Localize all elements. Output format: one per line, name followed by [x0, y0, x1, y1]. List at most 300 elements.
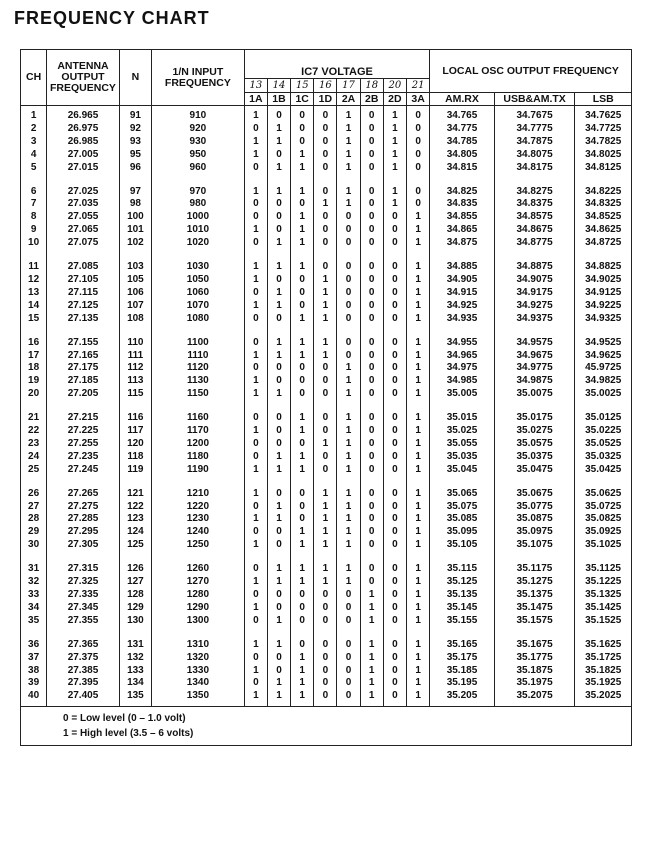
cell-input: 950 — [152, 149, 245, 162]
cell-bit: 1 — [291, 652, 314, 665]
table-row — [21, 237, 632, 250]
cell-lsb: 35.1225 — [575, 576, 632, 589]
cell-bit: 0 — [291, 602, 314, 615]
cell-bit: 1 — [291, 576, 314, 589]
cell-bit: 0 — [383, 451, 406, 464]
cell-bit: 0 — [314, 237, 337, 250]
cell-usb-am-tx: 35.2075 — [494, 690, 575, 706]
cell-bit: 1 — [337, 451, 360, 464]
cell-bit: 0 — [383, 501, 406, 514]
table-row — [21, 362, 632, 375]
cell-bit: 1 — [337, 488, 360, 501]
table-row — [21, 615, 632, 628]
cell-input: 1070 — [152, 300, 245, 313]
cell-bit: 0 — [314, 106, 337, 123]
cell-ch: 2 — [21, 123, 47, 136]
cell-n: 118 — [119, 451, 151, 464]
frequency-table — [20, 49, 632, 746]
pin-number: 21 — [406, 79, 429, 93]
cell-bit: 1 — [291, 451, 314, 464]
cell-bit: 0 — [337, 287, 360, 300]
cell-n: 124 — [119, 526, 151, 539]
cell-bit: 1 — [337, 123, 360, 136]
cell-bit: 0 — [360, 186, 383, 199]
cell-bit: 0 — [360, 412, 383, 425]
cell-bit: 1 — [244, 690, 267, 706]
cell-bit: 1 — [360, 615, 383, 628]
cell-ch: 6 — [21, 186, 47, 199]
header-ch: CH — [21, 50, 47, 106]
cell-bit: 1 — [383, 186, 406, 199]
cell-ch: 10 — [21, 237, 47, 250]
cell-bit: 0 — [383, 425, 406, 438]
cell-bit: 1 — [337, 501, 360, 514]
cell-bit: 0 — [337, 211, 360, 224]
cell-bit: 0 — [314, 136, 337, 149]
cell-bit: 0 — [291, 639, 314, 652]
cell-bit: 1 — [291, 563, 314, 576]
pin-number: 18 — [360, 79, 383, 93]
cell-n: 125 — [119, 539, 151, 552]
cell-input: 1350 — [152, 690, 245, 706]
cell-bit: 0 — [314, 211, 337, 224]
header-bit-1b: 1B — [267, 93, 290, 106]
cell-bit: 1 — [314, 337, 337, 350]
cell-antenna: 26.965 — [47, 106, 120, 123]
pin-number: 14 — [267, 79, 290, 93]
cell-lsb: 35.1525 — [575, 615, 632, 628]
cell-bit: 1 — [314, 313, 337, 326]
cell-bit: 1 — [406, 261, 429, 274]
cell-bit: 1 — [337, 539, 360, 552]
cell-bit: 0 — [267, 488, 290, 501]
cell-bit: 0 — [291, 123, 314, 136]
table-row — [21, 123, 632, 136]
cell-amrx: 34.765 — [430, 106, 495, 123]
cell-antenna: 27.375 — [47, 652, 120, 665]
cell-bit: 0 — [383, 665, 406, 678]
cell-input: 1150 — [152, 388, 245, 401]
cell-amrx: 34.775 — [430, 123, 495, 136]
cell-bit: 0 — [406, 149, 429, 162]
cell-bit: 1 — [406, 375, 429, 388]
legend-low: 0 = Low level (0 – 1.0 volt) — [63, 713, 186, 725]
cell-usb-am-tx: 35.0875 — [494, 513, 575, 526]
cell-bit: 1 — [244, 224, 267, 237]
cell-bit: 0 — [383, 375, 406, 388]
cell-ch: 40 — [21, 690, 47, 706]
cell-n: 107 — [119, 300, 151, 313]
cell-bit: 1 — [244, 539, 267, 552]
cell-usb-am-tx: 34.8075 — [494, 149, 575, 162]
cell-antenna: 27.305 — [47, 539, 120, 552]
cell-lsb: 35.1825 — [575, 665, 632, 678]
cell-amrx: 35.175 — [430, 652, 495, 665]
cell-bit: 1 — [244, 639, 267, 652]
cell-ch: 37 — [21, 652, 47, 665]
cell-usb-am-tx: 34.7675 — [494, 106, 575, 123]
cell-bit: 0 — [383, 690, 406, 706]
cell-input: 1180 — [152, 451, 245, 464]
cell-n: 134 — [119, 677, 151, 690]
cell-lsb: 35.0925 — [575, 526, 632, 539]
cell-lsb: 34.8325 — [575, 198, 632, 211]
cell-amrx: 35.155 — [430, 615, 495, 628]
cell-usb-am-tx: 35.1475 — [494, 602, 575, 615]
cell-n: 96 — [119, 162, 151, 175]
cell-bit: 0 — [383, 287, 406, 300]
cell-bit: 0 — [267, 665, 290, 678]
cell-input: 1310 — [152, 639, 245, 652]
cell-n: 95 — [119, 149, 151, 162]
cell-bit: 1 — [267, 287, 290, 300]
cell-input: 910 — [152, 106, 245, 123]
table-row — [21, 602, 632, 615]
table-header — [21, 50, 632, 106]
cell-antenna: 26.985 — [47, 136, 120, 149]
cell-bit: 0 — [314, 388, 337, 401]
cell-ch: 25 — [21, 464, 47, 477]
cell-bit: 0 — [291, 362, 314, 375]
cell-bit: 1 — [314, 198, 337, 211]
cell-bit: 1 — [291, 350, 314, 363]
cell-bit: 0 — [383, 652, 406, 665]
cell-input: 1250 — [152, 539, 245, 552]
cell-n: 112 — [119, 362, 151, 375]
cell-n: 105 — [119, 274, 151, 287]
cell-usb-am-tx: 35.1075 — [494, 539, 575, 552]
cell-bit: 1 — [244, 665, 267, 678]
cell-usb-am-tx: 34.8675 — [494, 224, 575, 237]
cell-n: 103 — [119, 261, 151, 274]
cell-bit: 1 — [291, 337, 314, 350]
cell-bit: 0 — [383, 388, 406, 401]
cell-bit: 0 — [267, 313, 290, 326]
cell-lsb: 34.9825 — [575, 375, 632, 388]
cell-bit: 1 — [337, 375, 360, 388]
cell-bit: 1 — [337, 464, 360, 477]
cell-bit: 0 — [337, 274, 360, 287]
cell-bit: 0 — [337, 639, 360, 652]
page-title: FREQUENCY CHART — [14, 8, 210, 28]
cell-antenna: 27.165 — [47, 350, 120, 363]
cell-bit: 0 — [360, 106, 383, 123]
cell-bit: 1 — [337, 362, 360, 375]
cell-bit: 0 — [291, 300, 314, 313]
cell-bit: 1 — [291, 162, 314, 175]
table-row — [21, 149, 632, 162]
cell-bit: 1 — [406, 665, 429, 678]
cell-bit: 0 — [244, 438, 267, 451]
cell-amrx: 34.865 — [430, 224, 495, 237]
cell-n: 120 — [119, 438, 151, 451]
cell-ch: 23 — [21, 438, 47, 451]
cell-bit: 0 — [314, 602, 337, 615]
cell-antenna: 27.225 — [47, 425, 120, 438]
cell-bit: 0 — [291, 106, 314, 123]
cell-input: 1300 — [152, 615, 245, 628]
cell-bit: 1 — [267, 261, 290, 274]
cell-bit: 0 — [314, 677, 337, 690]
cell-bit: 1 — [244, 602, 267, 615]
cell-bit: 1 — [337, 513, 360, 526]
table-row — [21, 162, 632, 175]
cell-lsb: 35.1725 — [575, 652, 632, 665]
cell-bit: 0 — [337, 224, 360, 237]
cell-bit: 1 — [267, 337, 290, 350]
cell-bit: 0 — [383, 261, 406, 274]
cell-bit: 1 — [383, 106, 406, 123]
cell-bit: 0 — [244, 198, 267, 211]
cell-bit: 0 — [337, 677, 360, 690]
cell-lsb: 34.9025 — [575, 274, 632, 287]
cell-antenna: 27.255 — [47, 438, 120, 451]
cell-lsb: 35.1425 — [575, 602, 632, 615]
cell-bit: 0 — [337, 300, 360, 313]
table-row — [21, 300, 632, 313]
cell-bit: 0 — [244, 652, 267, 665]
cell-bit: 1 — [267, 237, 290, 250]
cell-bit: 0 — [360, 488, 383, 501]
table-row — [21, 639, 632, 652]
cell-n: 93 — [119, 136, 151, 149]
cell-amrx: 35.105 — [430, 539, 495, 552]
cell-bit: 1 — [267, 690, 290, 706]
cell-ch: 30 — [21, 539, 47, 552]
cell-antenna: 27.335 — [47, 589, 120, 602]
cell-bit: 0 — [244, 412, 267, 425]
cell-bit: 1 — [314, 526, 337, 539]
cell-antenna: 27.185 — [47, 375, 120, 388]
group-spacer — [21, 326, 632, 337]
cell-input: 1280 — [152, 589, 245, 602]
cell-bit: 1 — [291, 665, 314, 678]
cell-bit: 0 — [337, 589, 360, 602]
cell-bit: 1 — [406, 451, 429, 464]
cell-antenna: 27.115 — [47, 287, 120, 300]
cell-bit: 0 — [360, 576, 383, 589]
cell-lsb: 34.9525 — [575, 337, 632, 350]
cell-amrx: 34.805 — [430, 149, 495, 162]
cell-input: 1200 — [152, 438, 245, 451]
cell-antenna: 26.975 — [47, 123, 120, 136]
table-row — [21, 375, 632, 388]
cell-amrx: 35.165 — [430, 639, 495, 652]
cell-ch: 28 — [21, 513, 47, 526]
cell-bit: 1 — [244, 136, 267, 149]
cell-ch: 14 — [21, 300, 47, 313]
cell-bit: 1 — [406, 211, 429, 224]
cell-bit: 1 — [267, 350, 290, 363]
cell-n: 106 — [119, 287, 151, 300]
cell-bit: 1 — [267, 639, 290, 652]
cell-bit: 0 — [337, 313, 360, 326]
cell-amrx: 34.915 — [430, 287, 495, 300]
cell-n: 98 — [119, 198, 151, 211]
cell-n: 135 — [119, 690, 151, 706]
cell-input: 1290 — [152, 602, 245, 615]
cell-bit: 1 — [291, 261, 314, 274]
cell-lsb: 35.1325 — [575, 589, 632, 602]
cell-bit: 0 — [244, 362, 267, 375]
cell-bit: 1 — [244, 375, 267, 388]
cell-bit: 1 — [267, 513, 290, 526]
pin-number: 20 — [383, 79, 406, 93]
cell-input: 1010 — [152, 224, 245, 237]
cell-bit: 0 — [267, 438, 290, 451]
cell-bit: 1 — [406, 438, 429, 451]
cell-ch: 13 — [21, 287, 47, 300]
cell-antenna: 27.075 — [47, 237, 120, 250]
header-bit-1a: 1A — [244, 93, 267, 106]
cell-lsb: 34.8525 — [575, 211, 632, 224]
cell-bit: 0 — [244, 237, 267, 250]
cell-usb-am-tx: 34.9175 — [494, 287, 575, 300]
cell-ch: 15 — [21, 313, 47, 326]
cell-ch: 20 — [21, 388, 47, 401]
cell-bit: 0 — [383, 677, 406, 690]
cell-lsb: 34.8025 — [575, 149, 632, 162]
cell-bit: 0 — [360, 198, 383, 211]
cell-lsb: 34.7625 — [575, 106, 632, 123]
header-bit-2a: 2A — [337, 93, 360, 106]
cell-bit: 0 — [291, 513, 314, 526]
cell-bit: 0 — [383, 224, 406, 237]
cell-bit: 0 — [383, 274, 406, 287]
group-spacer — [21, 401, 632, 412]
cell-bit: 0 — [383, 639, 406, 652]
cell-bit: 1 — [291, 211, 314, 224]
cell-bit: 1 — [244, 350, 267, 363]
cell-antenna: 27.245 — [47, 464, 120, 477]
cell-amrx: 35.005 — [430, 388, 495, 401]
cell-bit: 0 — [360, 425, 383, 438]
cell-amrx: 35.205 — [430, 690, 495, 706]
cell-bit: 1 — [406, 362, 429, 375]
cell-antenna: 27.105 — [47, 274, 120, 287]
cell-bit: 0 — [267, 106, 290, 123]
cell-antenna: 27.065 — [47, 224, 120, 237]
header-input: 1/N INPUT FREQUENCY — [152, 50, 245, 106]
cell-bit: 0 — [244, 451, 267, 464]
cell-bit: 1 — [291, 412, 314, 425]
group-spacer — [21, 552, 632, 563]
cell-bit: 1 — [244, 261, 267, 274]
cell-bit: 0 — [383, 563, 406, 576]
cell-bit: 0 — [291, 198, 314, 211]
cell-antenna: 27.235 — [47, 451, 120, 464]
cell-usb-am-tx: 35.1275 — [494, 576, 575, 589]
cell-usb-am-tx: 34.8375 — [494, 198, 575, 211]
cell-input: 1330 — [152, 665, 245, 678]
cell-n: 101 — [119, 224, 151, 237]
cell-bit: 1 — [244, 576, 267, 589]
cell-ch: 24 — [21, 451, 47, 464]
cell-bit: 1 — [291, 313, 314, 326]
cell-bit: 1 — [314, 300, 337, 313]
cell-input: 1080 — [152, 313, 245, 326]
cell-ch: 9 — [21, 224, 47, 237]
cell-input: 1160 — [152, 412, 245, 425]
cell-bit: 0 — [360, 451, 383, 464]
cell-usb-am-tx: 35.1875 — [494, 665, 575, 678]
cell-amrx: 34.925 — [430, 300, 495, 313]
cell-bit: 0 — [360, 438, 383, 451]
cell-antenna: 27.205 — [47, 388, 120, 401]
cell-bit: 0 — [314, 665, 337, 678]
cell-amrx: 34.965 — [430, 350, 495, 363]
cell-amrx: 35.185 — [430, 665, 495, 678]
cell-n: 111 — [119, 350, 151, 363]
cell-bit: 0 — [360, 501, 383, 514]
cell-amrx: 35.135 — [430, 589, 495, 602]
cell-input: 1060 — [152, 287, 245, 300]
cell-bit: 0 — [337, 602, 360, 615]
cell-input: 1030 — [152, 261, 245, 274]
cell-bit: 0 — [267, 526, 290, 539]
table-body — [21, 106, 632, 707]
group-spacer — [21, 250, 632, 261]
cell-bit: 1 — [360, 665, 383, 678]
cell-n: 121 — [119, 488, 151, 501]
table-row — [21, 106, 632, 123]
cell-amrx: 34.975 — [430, 362, 495, 375]
cell-bit: 1 — [291, 539, 314, 552]
table-row — [21, 513, 632, 526]
cell-bit: 0 — [314, 261, 337, 274]
cell-bit: 1 — [267, 615, 290, 628]
cell-usb-am-tx: 34.8275 — [494, 186, 575, 199]
cell-lsb: 35.0225 — [575, 425, 632, 438]
cell-bit: 0 — [360, 274, 383, 287]
cell-bit: 1 — [314, 513, 337, 526]
cell-bit: 1 — [267, 677, 290, 690]
cell-bit: 1 — [337, 198, 360, 211]
cell-lsb: 34.7825 — [575, 136, 632, 149]
cell-usb-am-tx: 35.0375 — [494, 451, 575, 464]
cell-antenna: 27.395 — [47, 677, 120, 690]
cell-usb-am-tx: 34.8175 — [494, 162, 575, 175]
cell-bit: 0 — [360, 464, 383, 477]
cell-n: 126 — [119, 563, 151, 576]
cell-bit: 1 — [314, 539, 337, 552]
header-bit-1c: 1C — [291, 93, 314, 106]
cell-usb-am-tx: 35.1375 — [494, 589, 575, 602]
cell-bit: 1 — [244, 274, 267, 287]
header-bit-2b: 2B — [360, 93, 383, 106]
cell-usb-am-tx: 34.9875 — [494, 375, 575, 388]
cell-usb-am-tx: 34.8875 — [494, 261, 575, 274]
cell-bit: 1 — [360, 589, 383, 602]
cell-usb-am-tx: 35.1575 — [494, 615, 575, 628]
cell-bit: 1 — [383, 162, 406, 175]
cell-bit: 1 — [337, 438, 360, 451]
cell-antenna: 27.365 — [47, 639, 120, 652]
cell-bit: 0 — [314, 589, 337, 602]
header-antenna: ANTENNA OUTPUT FREQUENCY — [47, 50, 120, 106]
cell-bit: 0 — [244, 501, 267, 514]
table-row — [21, 388, 632, 401]
table-row — [21, 412, 632, 425]
cell-bit: 0 — [314, 652, 337, 665]
cell-bit: 0 — [360, 211, 383, 224]
cell-bit: 1 — [406, 287, 429, 300]
cell-bit: 1 — [337, 388, 360, 401]
cell-usb-am-tx: 35.0575 — [494, 438, 575, 451]
cell-input: 1100 — [152, 337, 245, 350]
cell-bit: 0 — [314, 639, 337, 652]
cell-bit: 0 — [267, 224, 290, 237]
